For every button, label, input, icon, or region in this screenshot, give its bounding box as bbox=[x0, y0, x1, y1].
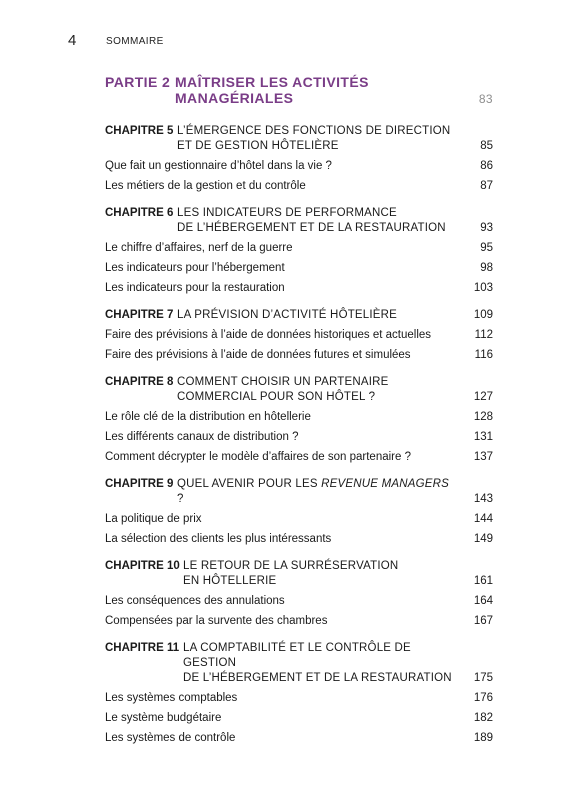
toc-entry[interactable] bbox=[105, 179, 493, 194]
toc-entry-page: 164 bbox=[473, 595, 493, 607]
toc-entry[interactable] bbox=[105, 410, 493, 425]
chapter-block bbox=[105, 559, 493, 629]
chapter-title-line1: COMMENT CHOISIR UN PARTENAIRE bbox=[177, 376, 389, 388]
chapter-label: CHAPITRE 6 bbox=[105, 207, 174, 219]
toc-entry[interactable] bbox=[105, 328, 493, 343]
toc-entry[interactable] bbox=[105, 711, 493, 726]
chapter-title-line2: DE L’HÉBERGEMENT ET DE LA RESTAURATION bbox=[177, 222, 446, 234]
toc-entry[interactable] bbox=[105, 281, 493, 296]
toc-entry-text: Les indicateurs pour la restauration bbox=[105, 282, 285, 294]
toc-entry-page: 131 bbox=[473, 431, 493, 443]
page-number: 4 bbox=[68, 32, 77, 49]
chapter-block bbox=[105, 375, 493, 465]
toc-entry-text: Les différents canaux de distribution ? bbox=[105, 431, 299, 443]
toc-entry-text: La politique de prix bbox=[105, 513, 202, 525]
chapter-title-tail: ? bbox=[177, 493, 184, 505]
chapter-title-italic: REVENUE MANAGERS bbox=[321, 478, 449, 490]
toc-entry[interactable] bbox=[105, 594, 493, 609]
toc-entry[interactable] bbox=[105, 450, 493, 465]
table-of-contents bbox=[105, 74, 493, 758]
chapter-title bbox=[177, 207, 446, 234]
toc-entry[interactable] bbox=[105, 614, 493, 629]
chapter-page: 85 bbox=[480, 140, 493, 152]
toc-entry-page: 112 bbox=[474, 329, 493, 341]
toc-entry-page: 149 bbox=[473, 533, 493, 545]
toc-entry-text: Faire des prévisions à l’aide de données futures et simulées bbox=[105, 349, 411, 361]
toc-entry-page: 86 bbox=[480, 160, 493, 172]
toc-entry-text: Compensées par la survente des chambres bbox=[105, 615, 328, 627]
toc-entry[interactable] bbox=[105, 691, 493, 706]
toc-entry[interactable] bbox=[105, 241, 493, 256]
toc-entry-text: Le système budgétaire bbox=[105, 712, 222, 724]
chapter-heading bbox=[105, 124, 493, 154]
chapter-block bbox=[105, 641, 493, 746]
chapter-block bbox=[105, 206, 493, 296]
chapter-page: 161 bbox=[473, 575, 493, 587]
chapter-title-line1: QUEL AVENIR POUR LES bbox=[177, 478, 318, 490]
toc-entry-text: Les indicateurs pour l’hébergement bbox=[105, 262, 285, 274]
chapter-block bbox=[105, 477, 493, 547]
chapter-title bbox=[183, 642, 452, 684]
chapter-page: 143 bbox=[473, 493, 493, 505]
part-page: 83 bbox=[478, 92, 493, 106]
toc-entry-text: Le chiffre d’affaires, nerf de la guerre bbox=[105, 242, 293, 254]
chapter-page: 175 bbox=[473, 672, 493, 684]
chapter-title bbox=[177, 309, 397, 321]
chapter-label: CHAPITRE 9 bbox=[105, 478, 174, 490]
chapter-title-line2: COMMERCIAL POUR SON HÔTEL ? bbox=[177, 391, 376, 403]
toc-entry-page: 128 bbox=[473, 411, 493, 423]
toc-entry-text: Les systèmes de contrôle bbox=[105, 732, 236, 744]
part-heading bbox=[105, 74, 493, 108]
chapter-label: CHAPITRE 10 bbox=[105, 560, 180, 572]
chapter-title-line2: ET DE GESTION HÔTELIÈRE bbox=[177, 140, 339, 152]
toc-entry-text: Le rôle clé de la distribution en hôtellerie bbox=[105, 411, 311, 423]
toc-entry-text: Que fait un gestionnaire d’hôtel dans la vie ? bbox=[105, 160, 332, 172]
toc-entry[interactable] bbox=[105, 731, 493, 746]
chapter-list bbox=[105, 124, 493, 746]
toc-entry-text: La sélection des clients les plus intéressants bbox=[105, 533, 332, 545]
chapter-title bbox=[177, 125, 450, 152]
toc-entry-page: 182 bbox=[473, 712, 493, 724]
toc-entry-page: 103 bbox=[473, 282, 493, 294]
chapter-label: CHAPITRE 7 bbox=[105, 309, 174, 321]
toc-entry-text: Les métiers de la gestion et du contrôle bbox=[105, 180, 306, 192]
chapter-page: 93 bbox=[480, 222, 493, 234]
chapter-label: CHAPITRE 11 bbox=[105, 642, 180, 654]
chapter-label: CHAPITRE 8 bbox=[105, 376, 174, 388]
toc-entry[interactable] bbox=[105, 159, 493, 174]
toc-entry-text: Comment décrypter le modèle d’affaires de son partenaire ? bbox=[105, 451, 411, 463]
part-title: MAÎTRISER LES ACTIVITÉS MANAGÉRIALES bbox=[175, 74, 369, 106]
toc-entry[interactable] bbox=[105, 512, 493, 527]
chapter-title-line1: LES INDICATEURS DE PERFORMANCE bbox=[177, 207, 397, 219]
toc-entry[interactable] bbox=[105, 348, 493, 363]
chapter-heading bbox=[105, 641, 493, 686]
toc-entry-text: Les systèmes comptables bbox=[105, 692, 238, 704]
chapter-label: CHAPITRE 5 bbox=[105, 125, 174, 137]
chapter-title-line2: EN HÔTELLERIE bbox=[183, 575, 277, 587]
part-label: PARTIE 2 bbox=[105, 74, 171, 90]
chapter-heading bbox=[105, 206, 493, 236]
section-label: SOMMAIRE bbox=[106, 36, 164, 47]
toc-entry-page: 87 bbox=[480, 180, 493, 192]
chapter-title-line2: DE L’HÉBERGEMENT ET DE LA RESTAURATION bbox=[183, 672, 452, 684]
chapter-title-line1: LA COMPTABILITÉ ET LE CONTRÔLE DE GESTION bbox=[183, 642, 411, 669]
toc-entry-page: 137 bbox=[473, 451, 493, 463]
chapter-heading bbox=[105, 477, 493, 507]
toc-entry[interactable] bbox=[105, 430, 493, 445]
chapter-title-line1: L’ÉMERGENCE DES FONCTIONS DE DIRECTION bbox=[177, 125, 451, 137]
chapter-title-line1: LA PRÉVISION D’ACTIVITÉ HÔTELIÈRE bbox=[177, 309, 398, 321]
toc-entry[interactable] bbox=[105, 261, 493, 276]
toc-entry-page: 167 bbox=[473, 615, 493, 627]
chapter-heading bbox=[105, 308, 493, 323]
chapter-title bbox=[183, 560, 398, 587]
toc-entry[interactable] bbox=[105, 532, 493, 547]
chapter-title bbox=[177, 478, 449, 505]
chapter-heading bbox=[105, 559, 493, 589]
toc-entry-page: 95 bbox=[480, 242, 493, 254]
chapter-title-line1: LE RETOUR DE LA SURRÉSERVATION bbox=[183, 560, 399, 572]
toc-entry-text: Faire des prévisions à l’aide de données historiques et actuelles bbox=[105, 329, 432, 341]
chapter-block bbox=[105, 124, 493, 194]
toc-entry-page: 98 bbox=[480, 262, 493, 274]
toc-entry-page: 176 bbox=[473, 692, 493, 704]
toc-entry-page: 189 bbox=[473, 732, 493, 744]
toc-entry-page: 144 bbox=[473, 513, 493, 525]
chapter-title bbox=[177, 376, 389, 403]
toc-entry-page: 116 bbox=[474, 349, 493, 361]
chapter-page: 127 bbox=[473, 391, 493, 403]
chapter-page: 109 bbox=[473, 309, 493, 321]
toc-entry-text: Les conséquences des annulations bbox=[105, 595, 285, 607]
chapter-heading bbox=[105, 375, 493, 405]
chapter-block bbox=[105, 308, 493, 363]
